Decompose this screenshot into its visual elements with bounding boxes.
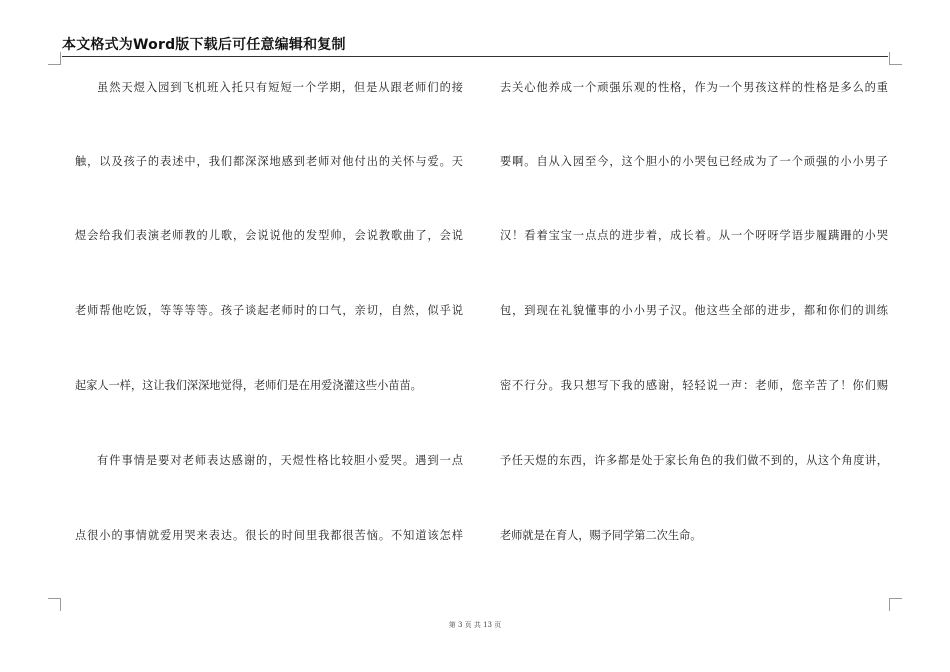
page-number: 第 3 页 共 13 页 (448, 621, 502, 629)
left-text-column (75, 0, 463, 600)
paragraph-line: 予任天煜的东西，许多都是处于家长角色的我们做不到的，从这个角度讲， (500, 454, 888, 467)
paragraph-line: 老师就是在育人，赐予同学第二次生命。 (500, 529, 702, 542)
paragraph-line: 触，以及孩子的表述中，我们都深深地感到老师对他付出的关怀与爱。天 (75, 155, 463, 168)
paragraph-line: 密不行分。我只想写下我的感谢，轻轻说一声：老师，您辛苦了！你们赐 (500, 379, 888, 392)
crop-mark-top-right (889, 52, 902, 65)
crop-mark-bottom-left (48, 598, 61, 611)
right-text-column (500, 0, 888, 600)
paragraph-line: 煜会给我们表演老师教的儿歌，会说说他的发型帅，会说教歌曲了，会说 (75, 229, 463, 242)
paragraph-line: 要啊。自从入园至今，这个胆小的小哭包已经成为了一个顽强的小小男子 (500, 155, 888, 168)
paragraph-line: 去关心他养成一个顽强乐观的性格，作为一个男孩这样的性格是多么的重 (500, 81, 888, 94)
paragraph-line: 老师帮他吃饭，等等等等。孩子谈起老师时的口气，亲切，自然，似乎说 (75, 304, 463, 317)
crop-mark-top-left (48, 52, 61, 65)
paragraph-line: 起家人一样，这让我们深深地觉得，老师们是在用爱浇灌这些小苗苗。 (75, 379, 422, 392)
paragraph-line: 有件事情是要对老师表达感谢的，天煜性格比较胆小爱哭。遇到一点 (97, 454, 463, 467)
paragraph-line: 点很小的事情就爱用哭来表达。很长的时间里我都很苦恼。不知道该怎样 (75, 529, 463, 542)
paragraph-line: 虽然天煜入园到飞机班入托只有短短一个学期，但是从跟老师们的接 (97, 81, 463, 94)
paragraph-line: 包，到现在礼貌懂事的小小男子汉。他这些全部的进步，都和你们的训练 (500, 304, 888, 317)
document-title: 本文格式为Word版下载后可任意编辑和复制 (62, 37, 346, 53)
crop-mark-bottom-right (889, 598, 902, 611)
paragraph-line: 汉！看着宝宝一点点的进步着，成长着。从一个呀呀学语步履蹒跚的小哭 (500, 229, 888, 242)
